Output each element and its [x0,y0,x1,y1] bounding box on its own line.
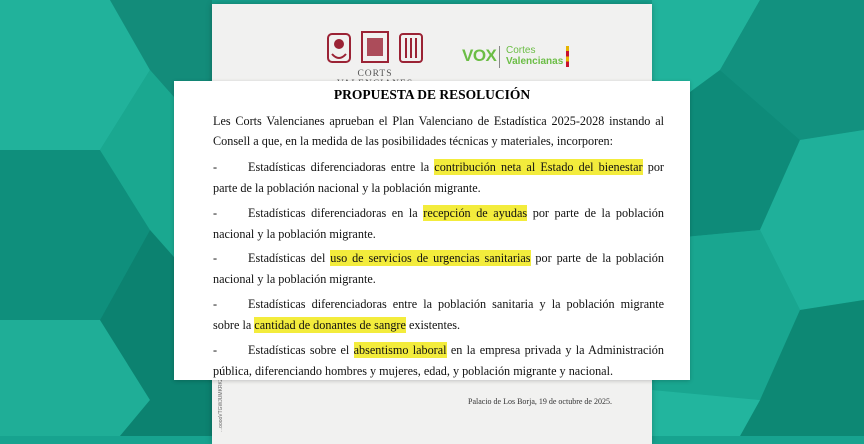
proposal-panel [174,81,690,380]
item-dash: - [213,160,218,174]
valencian-flag-icon [566,46,569,67]
item-dash: - [213,297,218,311]
item-dash: - [213,206,218,220]
vox-cortes-line: Cortes [506,45,536,56]
highlighted-phrase: recepción de ayudas [423,206,528,220]
highlighted-phrase: cantidad de donantes de sangre [254,317,406,332]
list-item: Estadísticas diferenciadoras entre la contribución neta al Estado del bienestar por parte de la población nacional y la población migrante. [213,160,664,195]
proposal-title: PROPUESTA DE RESOLUCIÓN [333,87,531,102]
footer-date: Palacio de Los Borja, 19 de octubre de 2025. [468,397,612,406]
highlighted-phrase: uso de servicios de urgencias sanitarias [330,251,531,265]
vox-logo: VOX [462,46,497,65]
item-dash: - [213,343,218,357]
list-item: Estadísticas sobre el absentismo laboral en la empresa privada y la Administración pública, diferenciando hombres y mujeres, edad, y población migrante y nacional. [213,343,664,378]
vox-valencianas-line: Valencianas [506,56,564,67]
list-item: Estadísticas del uso de servicios de urgencias sanitarias por parte de la población nacional y la población migrante. [213,251,664,286]
vox-cortes-valencianas-label [506,45,563,67]
highlighted-phrase: contribución neta al Estado del bienestar [434,160,643,174]
highlighted-phrase: absentismo laboral [353,343,447,357]
intro-paragraph: Les Corts Valencianes aprueban el Plan Valenciano de Estadística 2025-2028 instando al Consell a que, en la medida de las posibilidades técnicas y materiales, incorporen: [213,114,664,148]
corts-valencianes-name: CORTS [357,69,393,79]
list-item: Estadísticas diferenciadoras en la recepción de ayudas por parte de la población nacional y la población migrante. [213,206,664,241]
vox-divider [499,46,500,68]
list-item: Estadísticas diferenciadoras entre la población sanitaria y la población migrante sobre la cantidad de donantes de sangre existentes. [213,297,664,332]
item-dash: - [213,251,218,265]
